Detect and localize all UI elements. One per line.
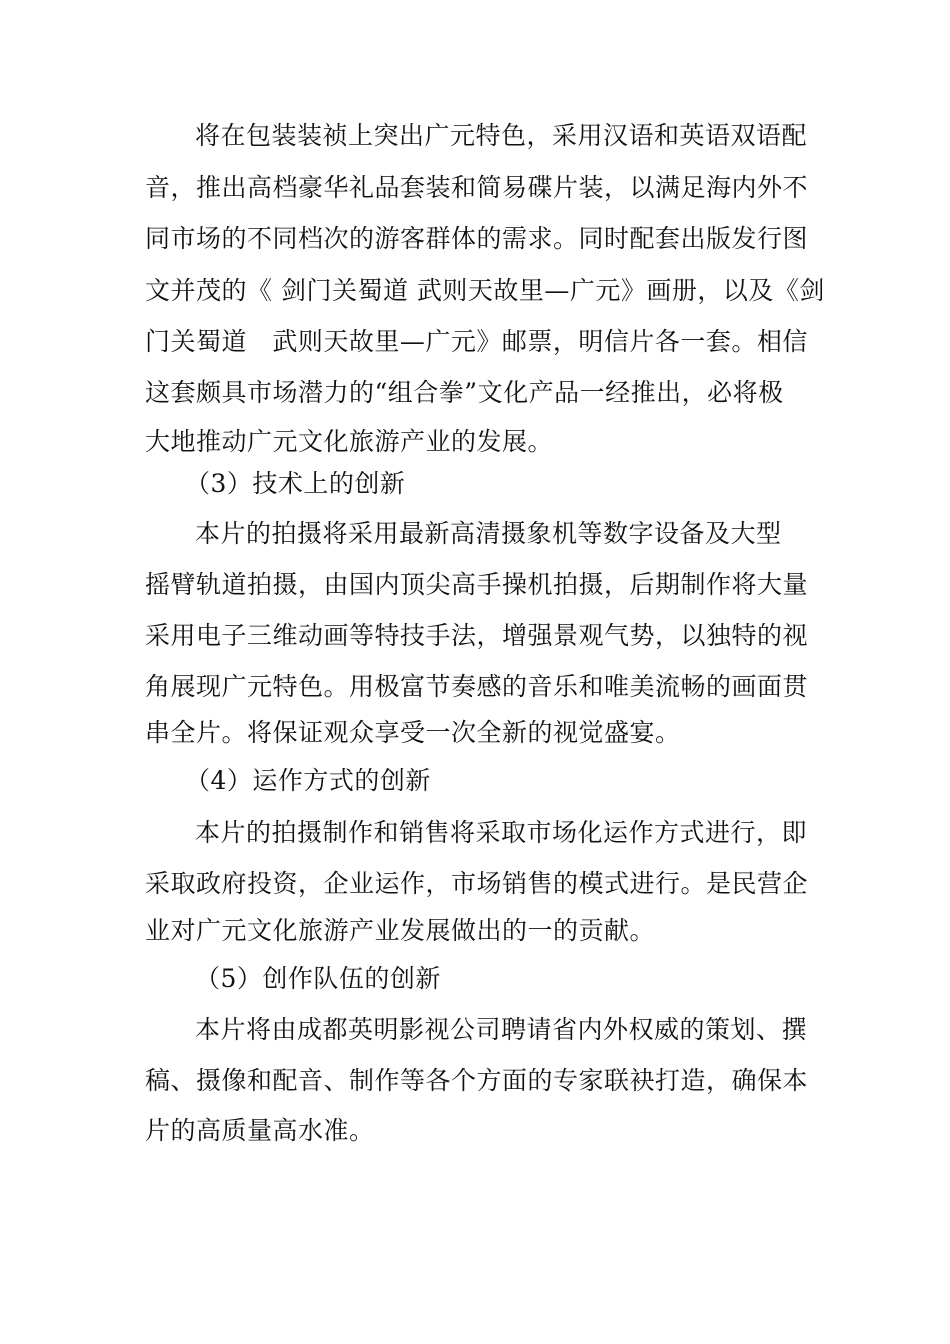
paragraph-line: 本片的拍摄制作和销售将采取市场化运作方式进行，即 bbox=[195, 818, 808, 847]
paragraph-line: 串全片。将保证观众享受一次全新的视觉盛宴。 bbox=[145, 718, 681, 747]
paragraph-line: 门关蜀道 武则天故里—广元》邮票，明信片各一套。相信 bbox=[145, 327, 808, 356]
paragraph-line: 采用电子三维动画等特技手法，增强景观气势，以独特的视 bbox=[145, 621, 809, 650]
paragraph-line: 本片将由成都英明影视公司聘请省内外权威的策划、撰 bbox=[195, 1015, 808, 1044]
paragraph-line: 采取政府投资，企业运作，市场销售的模式进行。是民营企 bbox=[145, 869, 809, 898]
paragraph-line: 片的高质量高水准。 bbox=[145, 1116, 375, 1145]
paragraph-line: 大地推动广元文化旅游产业的发展。 bbox=[145, 427, 554, 456]
paragraph-line: 文并茂的《 剑门关蜀道 武则天故里—广元》画册，以及《剑 bbox=[145, 276, 825, 305]
section-heading: （3）技术上的创新 bbox=[185, 469, 406, 498]
paragraph-line: 将在包装装祯上突出广元特色，采用汉语和英语双语配 bbox=[195, 121, 808, 150]
paragraph-line: 这套颇具市场潜力的“组合拳”文化产品一经推出，必将极 bbox=[145, 378, 784, 407]
paragraph-line: 业对广元文化旅游产业发展做出的一的贡献。 bbox=[145, 916, 656, 945]
paragraph-line: 本片的拍摄将采用最新高清摄象机等数字设备及大型 bbox=[195, 519, 782, 548]
section-heading: （4）运作方式的创新 bbox=[185, 766, 431, 795]
paragraph-line: 音，推出高档豪华礼品套装和简易碟片装，以满足海内外不 bbox=[145, 173, 809, 202]
paragraph-line: 角展现广元特色。用极富节奏感的音乐和唯美流畅的画面贯 bbox=[145, 672, 809, 701]
paragraph-line: 摇臂轨道拍摄，由国内顶尖高手操机拍摄，后期制作将大量 bbox=[145, 570, 809, 599]
paragraph-line: 同市场的不同档次的游客群体的需求。同时配套出版发行图 bbox=[145, 224, 809, 253]
section-heading: （5）创作队伍的创新 bbox=[195, 964, 441, 993]
paragraph-line: 稿、摄像和配音、制作等各个方面的专家联袂打造，确保本 bbox=[145, 1066, 809, 1095]
